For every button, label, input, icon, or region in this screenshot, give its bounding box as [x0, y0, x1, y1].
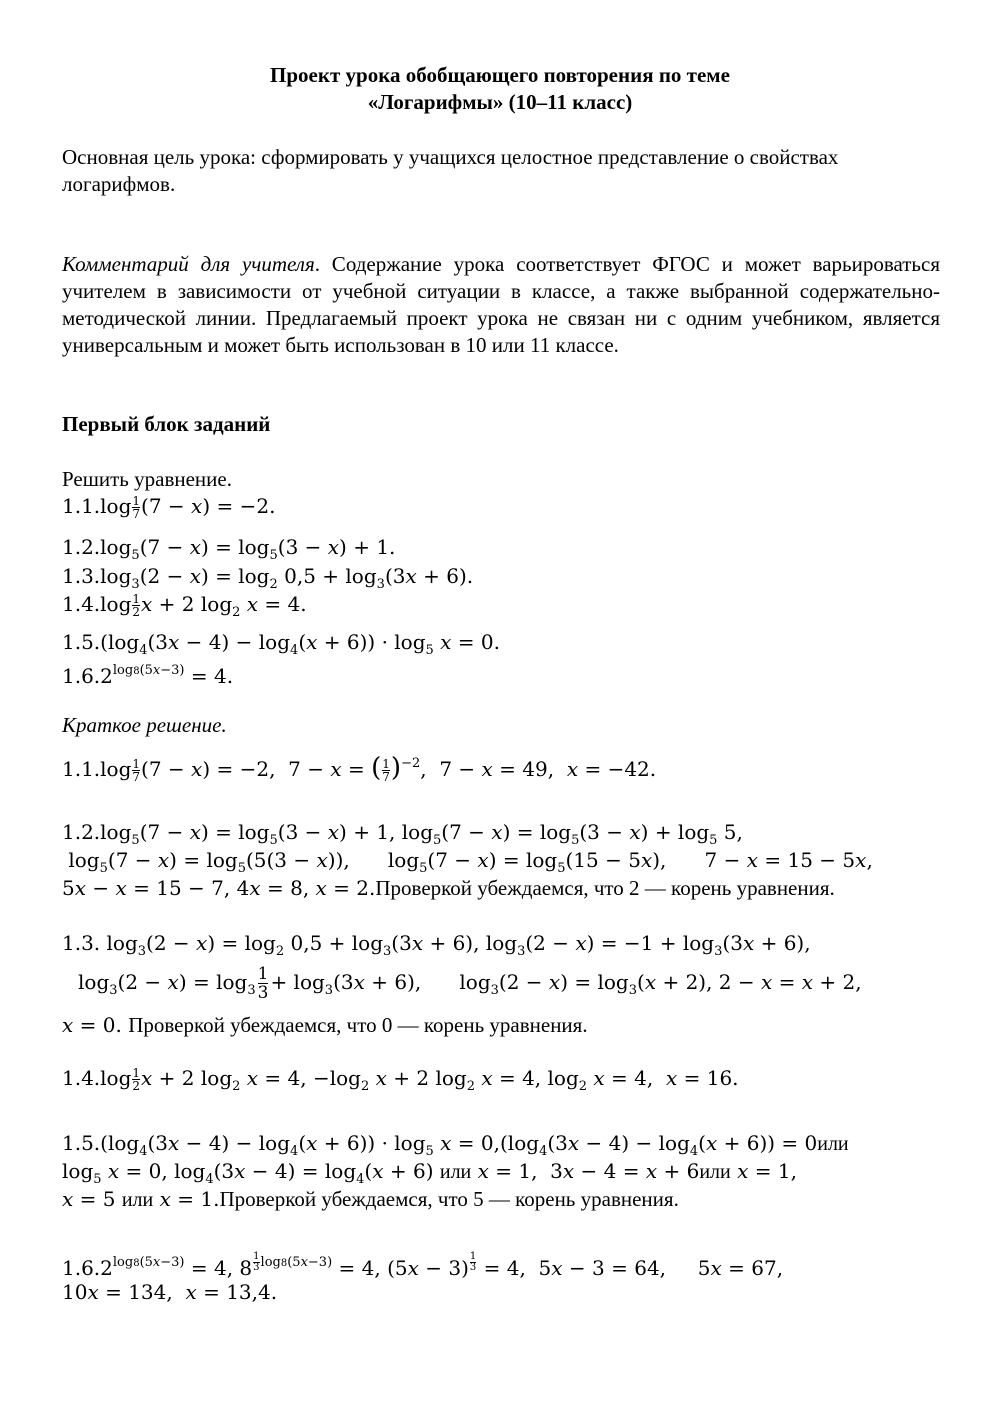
task-1-4: 1.4.log $\frac{1}{2}$ x + 2 $\log_2 x = 4$. [62, 592, 307, 620]
solution-1-2-line-2: $\log_5(7 - x) = \log_5(5(3 - x))$, $\log_5(7 - x) = \log_5(15 - 5x)$, 7 − x = 15 − 5x, [62, 848, 873, 876]
solution-1-6-line-2: 10x = 134, x = 13,4. [62, 1280, 278, 1304]
task-1-6: $1.6.2^{log8(5x-3)} = 4$. [62, 663, 234, 688]
task-1-3: $1.3.\log_3(2 - x) = \log_2 0,5 + \log_3(3x + 6)$. [62, 564, 474, 592]
verify-0: Проверкой убеждаемся, что 0 — корень уравнения. [128, 1013, 588, 1037]
task-1-2: $1.2.\log_5(7 - x) = \log_5(3 - x) + 1$. [62, 535, 396, 563]
solution-1-3-line-2: $\log_3(2 - x) = \log_3$ $\frac{1}{3}$ + $\log_3(3x + 6)$, $\log_3(2 - x) = \log_3(x + 2)$, 2 − x = x + 2, [78, 964, 862, 1003]
block-title: Первый блок заданий [62, 412, 271, 436]
solution-1-5-line-1: $1.5.(\log_4(3x - 4) - \log_4(x + 6)) \cdot \log_5 x = 0,(\log_4(3x - 4) - \log_4(x + 6)) = 0или$ [62, 1131, 849, 1159]
solution-1-2-line-3: 5x − x = 15 − 7, 4x = 8, x = 2.Проверкой убеждаемся, что 2 — корень уравнения. [62, 876, 835, 900]
verify-2: Проверкой убеждаемся, что 2 — корень уравнения. [375, 876, 835, 900]
task-intro: Решить уравнение. [62, 467, 232, 491]
solution-1-3-line-1: 1.3. $\log_3(2 - x) = \log_2 0,5 + \log_3(3x + 6)$, $\log_3(2 - x) = -1 + \log_3(3x + 6)$, [62, 931, 811, 959]
solution-1-6-line-1: $1.6.2^{log8(5x-3)} = 4$, 8 $^{\frac{1}{3} log8(5x-3)}$ = 4, (5x − 3) $^{\frac{1}{3}}$ = 4, 5x − 3 = 64, 5x = 67, [62, 1251, 784, 1280]
lesson-goal: Основная цель урока: сформировать у учащихся целостное представление о свойствах логарифмов. [62, 145, 839, 196]
teacher-comment-body: . Содержание урока соответствует ФГОС и может варьироваться учителем в зависимости от учебной ситуации в классе, а также выбранной содержательно-методической линии. Предлагаемый проект урока не связан ни с одним учебником, является универсальным и может быть использован в 10 или 11 классе. [62, 252, 940, 357]
solution-1-3-line-3: x = 0. Проверкой убеждаемся, что 0 — корень уравнения. [62, 1013, 588, 1037]
solution-1-4: 1.4.log $\frac{1}{2}$ x + 2 $\log_2 x = 4$, $-\log_2$ x + 2 $\log_2 x = 4$, $\log_2 x = 4$, x = 16. [62, 1066, 739, 1094]
verify-5: Проверкой убеждаемся, что 5 — корень уравнения. [219, 1187, 679, 1211]
teacher-comment [62, 251, 940, 359]
solution-1-5-line-2: $\log_5 x = 0$, $\log_4(3x - 4) = \log_4(x + 6)$ или x = 1, 3x − 4 = x + 6или x = 1, [62, 1159, 797, 1187]
teacher-comment-lead: Комментарий для учителя [62, 252, 315, 276]
solution-1-5-line-3: x = 5 или x = 1.Проверкой убеждаемся, что 5 — корень уравнения. [62, 1187, 679, 1211]
solution-1-2-line-1: $1.2.\log_5(7 - x) = \log_5(3 - x) + 1$, $\log_5(7 - x) = \log_5(3 - x) + \log_5 5$, [62, 820, 743, 848]
solution-1-1: 1.1.log $\frac{1}{7}$ (7 − x) = −2, 7 − x = ( $\frac{1}{7}$ )$^{-2}$, 7 − x = 49, x = −42. [62, 753, 657, 784]
document-title-line-1: Проект урока обобщающего повторения по теме [270, 63, 730, 87]
task-1-1: 1.1.log $\frac{1}{7}$ (7 − x) = −2. [62, 494, 276, 521]
solution-title: Краткое решение. [62, 713, 227, 737]
document-title-line-2: «Логарифмы» (10–11 класс) [367, 90, 633, 114]
task-1-5: $1.5.(\log_4(3x - 4) - \log_4(x + 6)) \cdot \log_5 x = 0$. [62, 630, 501, 658]
